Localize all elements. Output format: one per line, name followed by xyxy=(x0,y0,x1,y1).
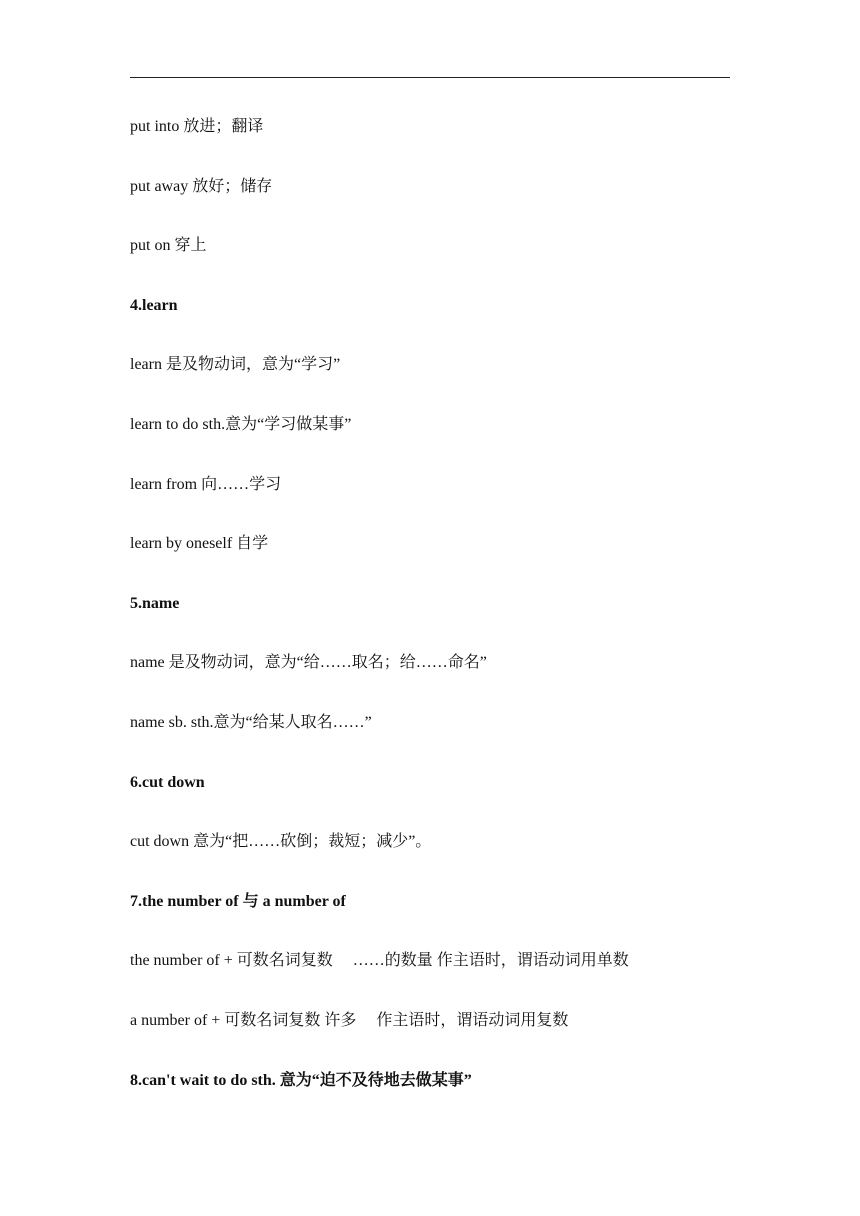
text-line: name 是及物动词，意为“给……取名；给……命名” xyxy=(130,654,487,672)
text-line: learn from 向……学习 xyxy=(130,475,282,493)
section-heading: 4.learn xyxy=(130,296,178,314)
text-line: learn by oneself 自学 xyxy=(130,535,269,553)
header-rule xyxy=(130,77,730,78)
section-heading: 8.can't wait to do sth. 意为“迫不及待地去做某事” xyxy=(130,1071,472,1089)
text-line: name sb. sth.意为“给某人取名……” xyxy=(130,713,372,731)
section-heading: 5.name xyxy=(130,594,180,612)
text-line: cut down 意为“把……砍倒；裁短；减少”。 xyxy=(130,833,432,851)
text-line: the number of + 可数名词复数 ……的数量 作主语时，谓语动词用单数 xyxy=(130,952,629,970)
text-line: put on 穿上 xyxy=(130,237,207,255)
text-line: a number of + 可数名词复数 许多 作主语时，谓语动词用复数 xyxy=(130,1011,569,1029)
text-line: put into 放进；翻译 xyxy=(130,118,264,135)
section-heading: 7.the number of 与 a number of xyxy=(130,892,346,910)
document-body xyxy=(130,112,750,1125)
section-heading: 6.cut down xyxy=(130,773,205,791)
text-line: learn 是及物动词，意为“学习” xyxy=(130,356,341,374)
text-line: learn to do sth.意为“学习做某事” xyxy=(130,415,352,433)
text-line: put away 放好；储存 xyxy=(130,177,273,195)
